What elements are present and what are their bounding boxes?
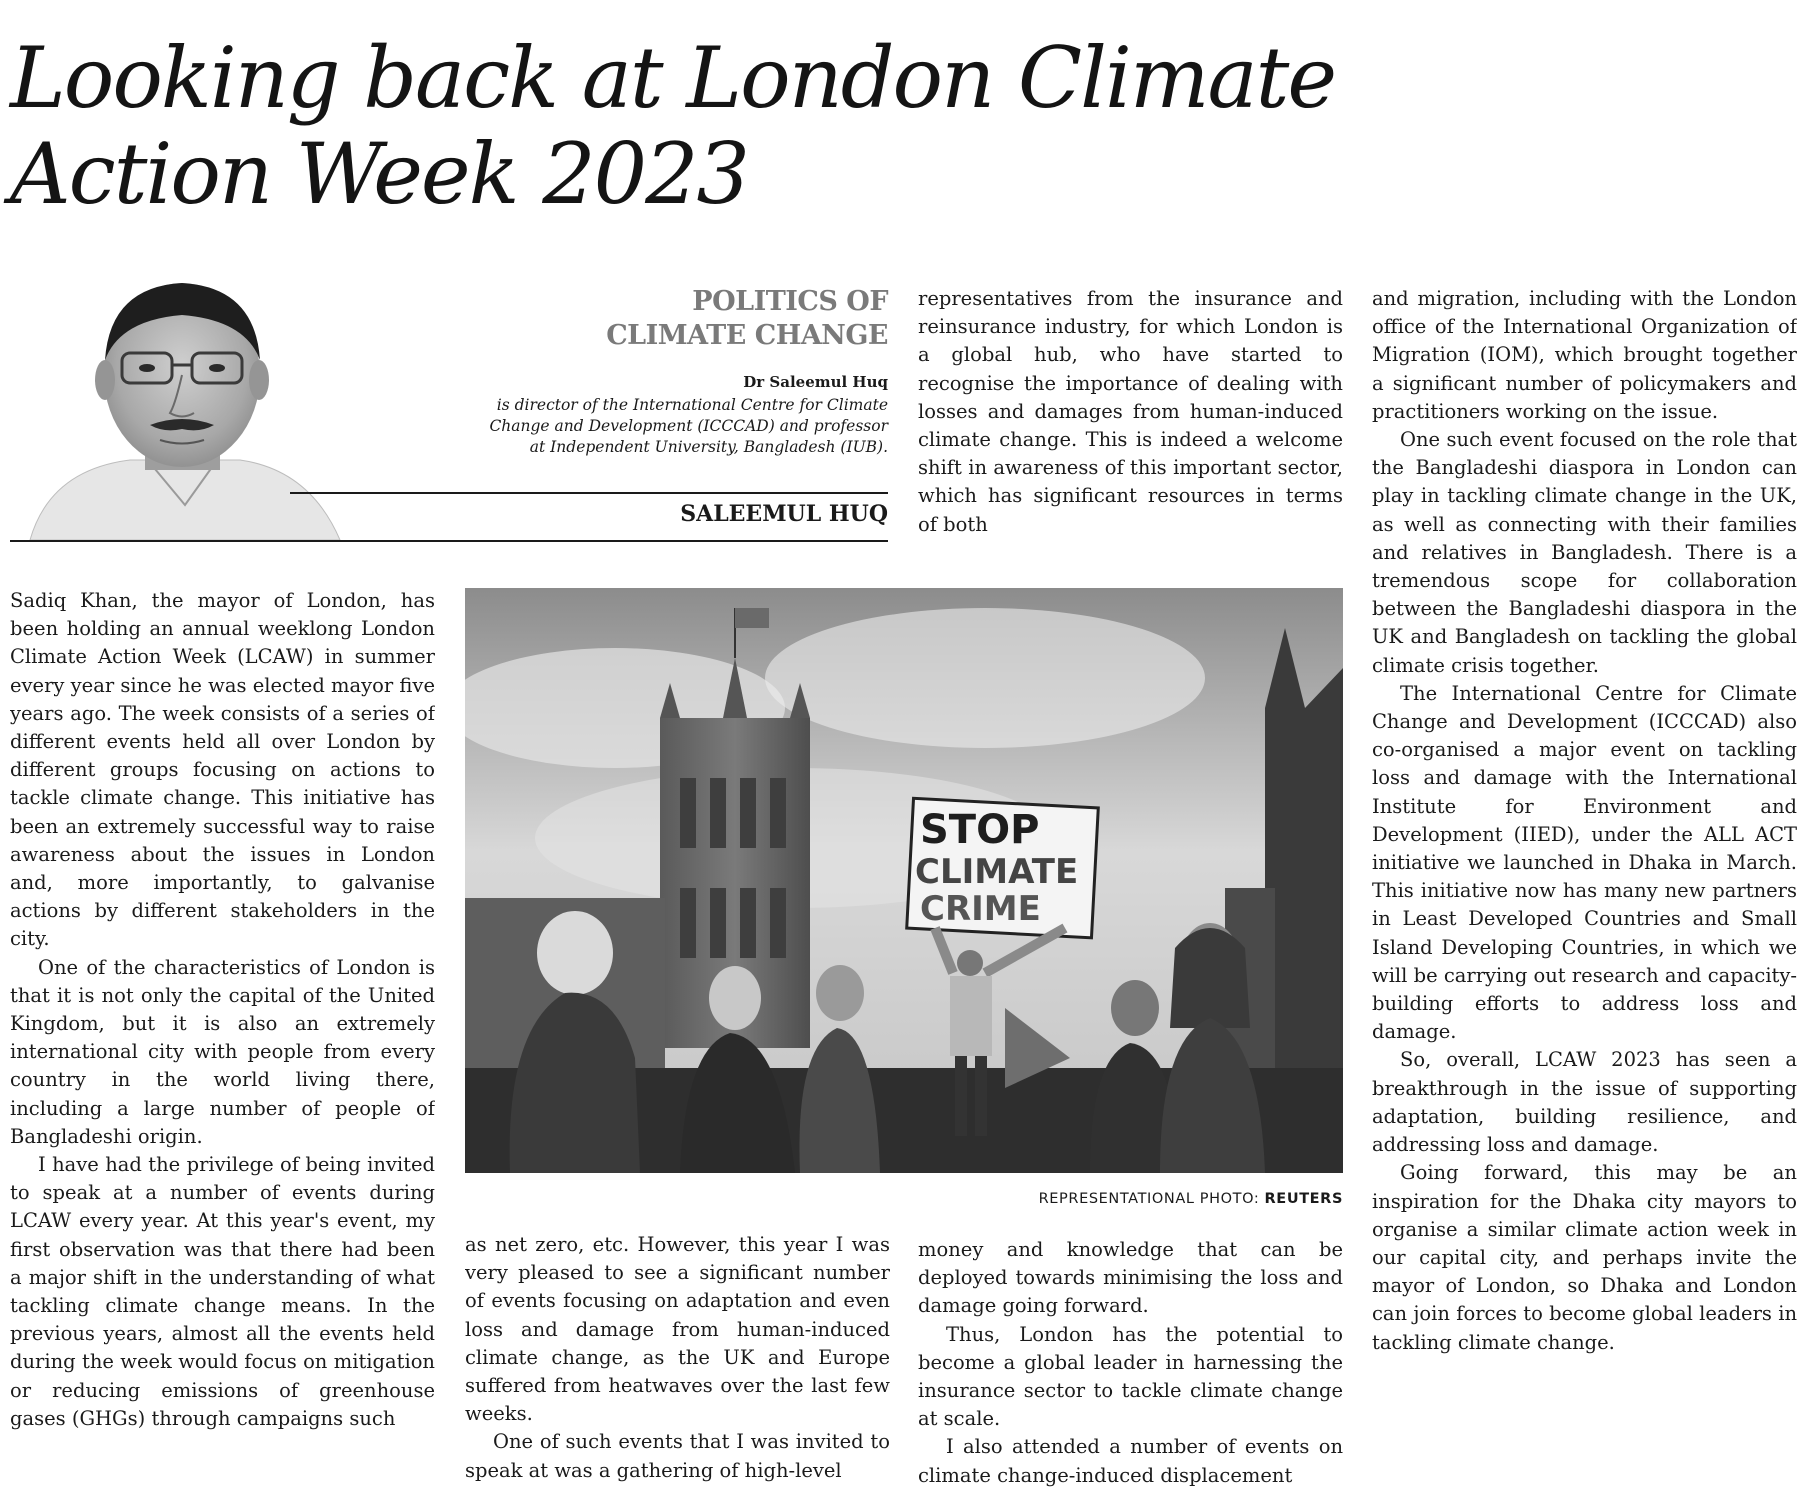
author-portrait — [10, 265, 350, 540]
headline-line-1: Looking back at London Climate — [10, 29, 1336, 127]
article-headline — [10, 30, 1790, 222]
column-4-paragraph-3: The International Centre for Climate Change and Development (ICCCAD) also co-organised a major event on tackling loss and damage with the International Institute for Environment and Development (IIED), under the ALL ACT initiative we launched in Dhaka in March. This initiative now has many new partners in Least Developed Countries and Small Island Developing Countries, in which we will be carrying out research and capacity-building efforts to address loss and damage. — [1372, 681, 1797, 1044]
author-bio-line-1: is director of the International Centre for Climate — [496, 396, 888, 414]
column-4-paragraph-4: So, overall, LCAW 2023 has seen a breakthrough in the issue of supporting adaptation, building resilience, and addressing loss and damage. — [1372, 1048, 1797, 1157]
column-3-paragraph-3: I also attended a number of events on climate change-induced displacement — [918, 1435, 1343, 1487]
photo-caption — [880, 1191, 1343, 1207]
article-photo — [465, 588, 1343, 1173]
column-2-paragraph-2: One of such events that I was invited to speak at was a gathering of high-level — [465, 1430, 890, 1482]
column-4 — [1372, 285, 1797, 1507]
column-1-paragraph-3: I have had the privilege of being invited to speak at a number of events during LCAW every year. At this year's event, my first observation was that there had been a major shift in the understanding of what tackling climate change means. In the previous years, almost all the events held during the week would focus on mitigation or reducing emissions of greenhouse gases (GHGs) through campaigns such — [10, 1153, 435, 1430]
column-2 — [465, 1231, 890, 1507]
column-3-paragraph-2: Thus, London has the potential to become a global leader in harnessing the insurance sector to tackle climate change at scale. — [918, 1322, 1343, 1431]
column-3-top — [918, 285, 1343, 545]
column-4-paragraph-5: Going forward, this may be an inspiration for the Dhaka city mayors to organise a similar climate action week in our capital city, and perhaps invite the mayor of London, so Dhaka and London can join forces to become global leaders in tackling climate change. — [1372, 1161, 1797, 1354]
author-bio-line-3: at Independent University, Bangladesh (IUB). — [529, 438, 888, 456]
sign-text-line-1: STOP — [920, 807, 1040, 853]
headline-line-2: Action Week 2023 — [10, 125, 748, 223]
column-4-paragraph-1: and migration, including with the London office of the International Organization of Migration (IOM), which brought together a significant number of policymakers and practitioners working on the issue. — [1372, 287, 1797, 423]
author-rule-bottom — [10, 540, 888, 542]
byline: SALEEMUL HUQ — [680, 501, 888, 527]
caption-source: REUTERS — [1264, 1191, 1343, 1207]
column-label — [520, 285, 888, 353]
caption-prefix: REPRESENTATIONAL PHOTO: — [1038, 1191, 1260, 1207]
column-1-paragraph-1: Sadiq Khan, the mayor of London, has been holding an annual weeklong London Climate Action Week (LCAW) in summer every year since he was elected mayor five years ago. The week consists of a series of different events held all over London by different groups focusing on actions to tackle climate change. This initiative has been an extremely successful way to raise awareness about the issues in London and, more importantly, to galvanise actions by different stakeholders in the city. — [10, 589, 435, 951]
column-1-paragraph-2: One of the characteristics of London is that it is not only the capital of the United Kingdom, but it is also an extremely international city with people from every country in the world living there, including a large number of people of Bangladeshi origin. — [10, 955, 435, 1148]
author-bio — [420, 395, 888, 458]
column-2-paragraph-1: as net zero, etc. However, this year I was very pleased to see a significant number of events focusing on adaptation and even loss and damage from human-induced climate change, as the UK and Europe suffered from heatwaves over the last few weeks. — [465, 1233, 890, 1426]
column-3-paragraph-1: money and knowledge that can be deployed towards minimising the loss and damage going forward. — [918, 1238, 1343, 1318]
author-bio-line-2: Change and Development (ICCCAD) and professor — [489, 417, 888, 435]
column-label-line-1: POLITICS OF — [692, 286, 888, 317]
column-3-bottom — [918, 1236, 1343, 1507]
column-label-line-2: CLIMATE CHANGE — [606, 320, 888, 351]
sign-text-line-3: CRIME — [920, 889, 1041, 929]
column-1 — [10, 587, 435, 1507]
sign-text-line-2: CLIMATE — [915, 852, 1079, 892]
column-4-paragraph-2: One such event focused on the role that the Bangladeshi diaspora in London can play in tackling climate change in the UK, as well as connecting with their families and relatives in Bangladesh. There is a tremendous scope for collaboration between the Bangladeshi diaspora in the UK and Bangladesh on tackling the global climate crisis together. — [1372, 428, 1797, 677]
author-rule-top — [290, 492, 888, 494]
column-3-top-paragraph: representatives from the insurance and reinsurance industry, for which London is a global hub, who have started to recognise the importance of dealing with losses and damages from human-induced climate change. This is indeed a welcome shift in awareness of this important sector, which has significant resources in terms of both — [918, 287, 1343, 536]
author-name: Dr Saleemul Huq — [743, 373, 888, 391]
